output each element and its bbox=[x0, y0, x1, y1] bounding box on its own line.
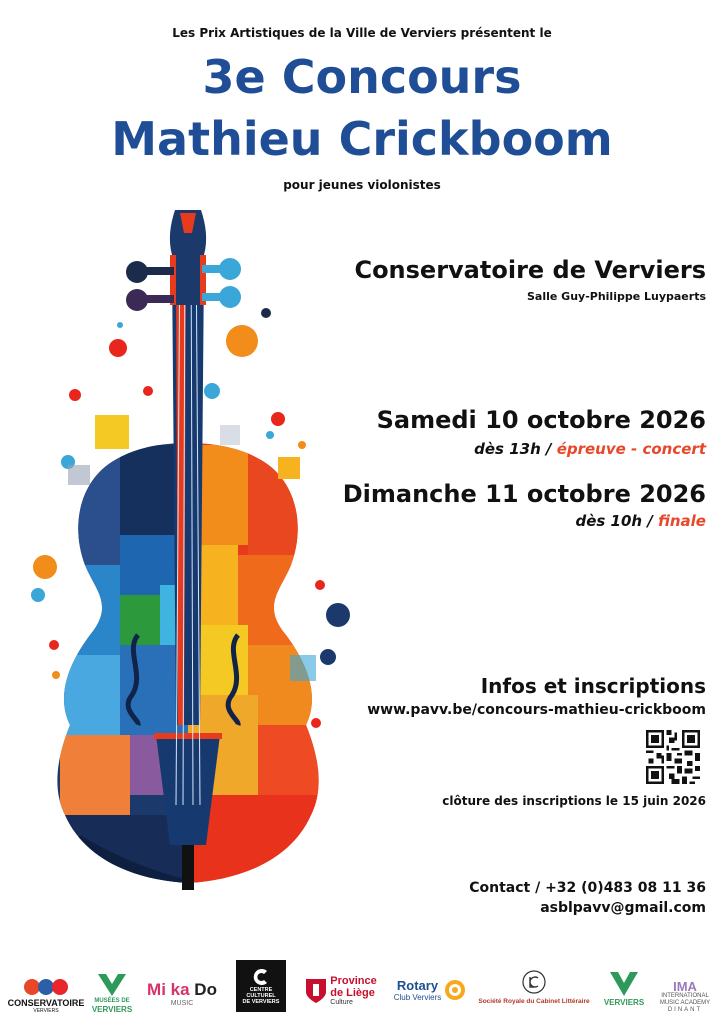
mikado-part-1: Mi ka bbox=[147, 980, 190, 999]
peg-top-left bbox=[126, 261, 148, 283]
province-sublabel: Culture bbox=[330, 999, 353, 1006]
logo-societe-royale bbox=[472, 956, 596, 1014]
societe-label: Société Royale du Cabinet Littéraire bbox=[478, 998, 590, 1005]
registration-url[interactable]: www.pavv.be/concours-mathieu-crickboom bbox=[367, 702, 706, 718]
title-line-2: Mathieu Crickboom bbox=[111, 112, 613, 166]
province-label-1: Province bbox=[330, 975, 377, 987]
province-label-2: de Liège bbox=[330, 987, 375, 999]
verviers-mark bbox=[608, 970, 640, 998]
centre-culturel-label-2: DE VERVIERS bbox=[242, 999, 280, 1005]
event-sunday: finale bbox=[658, 512, 706, 530]
logo-rotary bbox=[390, 956, 470, 1014]
conservatoire-label: CONSERVATOIRE bbox=[7, 998, 85, 1008]
date-sunday: Dimanche 11 octobre 2026 bbox=[342, 480, 706, 508]
cabinet-litteraire-emblem-icon bbox=[522, 970, 546, 994]
logo-musees bbox=[88, 956, 136, 1014]
info-heading: Infos et inscriptions bbox=[480, 674, 706, 698]
rotary-wheel-icon bbox=[444, 979, 466, 1001]
province-shield-icon bbox=[305, 978, 327, 1004]
musees-label-2: VERVIERS bbox=[91, 1005, 133, 1014]
ima-label: IMA bbox=[673, 979, 697, 994]
verviers-label: VERVIERS bbox=[603, 998, 645, 1007]
venue-hall: Salle Guy-Philippe Luypaerts bbox=[526, 290, 706, 303]
ima-sublabel-3: DINANT bbox=[667, 1007, 703, 1013]
time-sunday: dès 10h bbox=[575, 512, 643, 530]
sponsor-logos bbox=[0, 956, 724, 1016]
separator: / bbox=[540, 440, 557, 458]
contact-email[interactable]: asblpavv@gmail.com bbox=[540, 900, 706, 916]
rotary-label: Rotary bbox=[396, 978, 439, 993]
qr-code[interactable] bbox=[646, 730, 700, 784]
musees-mark bbox=[96, 972, 128, 998]
violin-illustration bbox=[20, 205, 350, 905]
logo-centre-culturel bbox=[236, 960, 286, 1012]
date-sunday-detail bbox=[576, 512, 707, 530]
ima-sublabel-1: INTERNATIONAL bbox=[661, 993, 709, 999]
logo-province-liege bbox=[302, 956, 380, 1014]
logo-conservatoire bbox=[8, 956, 84, 1014]
mikado-sublabel: MUSIC bbox=[170, 1000, 194, 1007]
centre-culturel-mark bbox=[251, 967, 271, 987]
musees-label-1: MUSÉES DE bbox=[94, 998, 130, 1004]
mikado-part-2: Do bbox=[194, 980, 217, 999]
title-line-1: 3e Concours bbox=[202, 50, 522, 104]
logo-ima bbox=[654, 956, 716, 1014]
contact-phone[interactable]: Contact / +32 (0)483 08 11 36 bbox=[469, 880, 706, 896]
venue-name: Conservatoire de Verviers bbox=[354, 256, 706, 284]
date-saturday: Samedi 10 octobre 2026 bbox=[376, 406, 706, 434]
mikado-wordmark bbox=[147, 980, 217, 1000]
logo-verviers bbox=[600, 956, 648, 1014]
registration-closing: clôture des inscriptions le 15 juin 2026 bbox=[442, 794, 706, 808]
ima-sublabel-2: MUSIC ACADEMY bbox=[659, 1000, 711, 1006]
logo-mikado bbox=[140, 956, 224, 1014]
date-saturday-detail bbox=[474, 440, 706, 458]
conservatoire-sublabel: VERVIERS bbox=[33, 1008, 59, 1014]
time-saturday: dès 13h bbox=[474, 440, 541, 458]
peg-bottom-left bbox=[126, 289, 148, 311]
centre-culturel-label-1: CENTRE CULTUREL bbox=[246, 987, 276, 999]
presenter-line: Les Prix Artistiques de la Ville de Verviers présentent le bbox=[172, 26, 552, 40]
rotary-sublabel: Club Verviers bbox=[393, 993, 442, 1002]
separator: / bbox=[642, 512, 659, 530]
event-saturday: épreuve - concert bbox=[556, 440, 706, 458]
conservatoire-mark bbox=[23, 976, 69, 998]
subtitle: pour jeunes violonistes bbox=[283, 178, 441, 192]
